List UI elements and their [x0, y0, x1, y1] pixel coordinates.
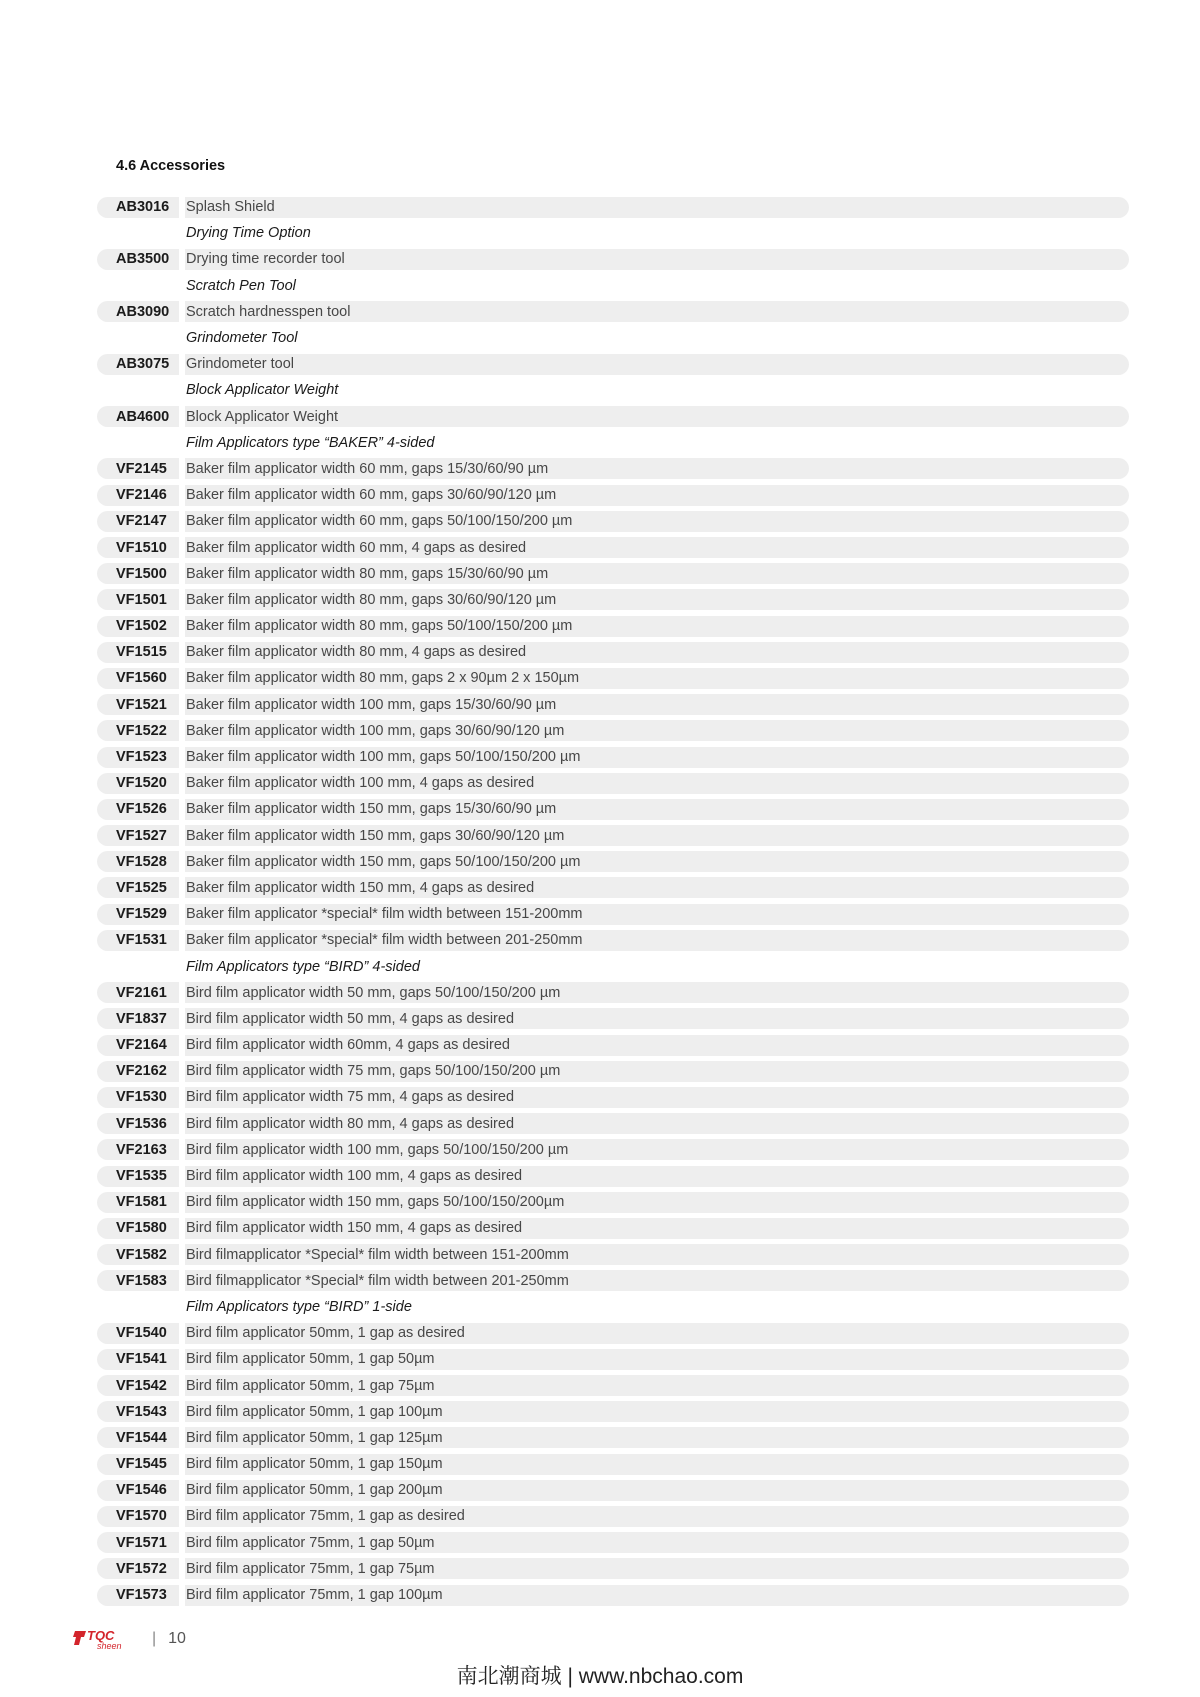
article-code: VF1581 [97, 1192, 179, 1213]
table-row [97, 1503, 1129, 1529]
article-description: Baker film applicator width 60 mm, gaps 50/100/150/200 µm [185, 511, 1129, 532]
category-title: Film Applicators type “BAKER” 4-sided [186, 434, 435, 451]
table-row [97, 718, 1129, 744]
category-title: Block Applicator Weight [186, 382, 339, 399]
table-row [97, 796, 1129, 822]
article-code: VF1515 [97, 642, 179, 663]
table-row [97, 404, 1129, 430]
article-code: VF1546 [97, 1480, 179, 1501]
logo-text: TQC [87, 1628, 115, 1643]
category-header-row [97, 430, 1129, 456]
category-title: Film Applicators type “BIRD” 1-side [186, 1298, 412, 1315]
article-code: VF1510 [97, 537, 179, 558]
article-description: Bird film applicator width 75 mm, gaps 50/100/150/200 µm [185, 1061, 1129, 1082]
category-title: Grindometer Tool [186, 330, 298, 347]
article-description: Baker film applicator *special* film width between 201-250mm [185, 930, 1129, 951]
article-description: Baker film applicator width 80 mm, gaps 50/100/150/200 µm [185, 616, 1129, 637]
article-code: VF1583 [97, 1270, 179, 1291]
article-description: Bird film applicator width 150 mm, 4 gaps as desired [185, 1218, 1129, 1239]
article-description: Block Applicator Weight [185, 406, 1129, 427]
article-description: Baker film applicator width 80 mm, gaps 2 x 90µm 2 x 150µm [185, 668, 1129, 689]
table-row [97, 1399, 1129, 1425]
table-row [97, 1268, 1129, 1294]
table-row [97, 613, 1129, 639]
footer-separator: | [152, 1630, 157, 1647]
table-row [97, 1530, 1129, 1556]
table-row [97, 1346, 1129, 1372]
article-description: Bird film applicator 75mm, 1 gap 100µm [185, 1585, 1129, 1606]
article-code: VF2147 [97, 511, 179, 532]
tqc-sheen-logo [72, 1626, 138, 1652]
table-row [97, 1242, 1129, 1268]
article-description: Bird film applicator 50mm, 1 gap 150µm [185, 1454, 1129, 1475]
table-row [97, 823, 1129, 849]
article-description: Bird film applicator width 60mm, 4 gaps as desired [185, 1035, 1129, 1056]
article-code: VF1501 [97, 589, 179, 610]
page-footer [72, 1626, 186, 1652]
article-description: Bird film applicator width 150 mm, gaps 50/100/150/200µm [185, 1192, 1129, 1213]
section-title: 4.6 Accessories [116, 158, 226, 174]
article-code: VF1528 [97, 851, 179, 872]
article-description: Baker film applicator width 60 mm, 4 gaps as desired [185, 537, 1129, 558]
article-code: VF1536 [97, 1113, 179, 1134]
article-description: Baker film applicator width 150 mm, gaps 50/100/150/200 µm [185, 851, 1129, 872]
table-row [97, 1451, 1129, 1477]
article-description: Grindometer tool [185, 354, 1129, 375]
table-row [97, 770, 1129, 796]
table-row [97, 849, 1129, 875]
category-title: Film Applicators type “BIRD” 4-sided [186, 958, 420, 975]
table-row [97, 482, 1129, 508]
article-description: Baker film applicator width 100 mm, gaps 15/30/60/90 µm [185, 694, 1129, 715]
article-description: Baker film applicator width 100 mm, gaps 50/100/150/200 µm [185, 747, 1129, 768]
table-row [97, 246, 1129, 272]
article-code: VF1571 [97, 1532, 179, 1553]
article-code [97, 432, 179, 453]
article-description: Baker film applicator width 80 mm, gaps 15/30/60/90 µm [185, 563, 1129, 584]
article-description: Baker film applicator width 80 mm, gaps 30/60/90/120 µm [185, 589, 1129, 610]
article-code: VF1544 [97, 1427, 179, 1448]
table-row [97, 1320, 1129, 1346]
category-header-row [97, 1294, 1129, 1320]
article-code: VF2162 [97, 1061, 179, 1082]
article-code: VF2146 [97, 485, 179, 506]
article-code: AB3016 [97, 197, 179, 218]
article-description: Bird film applicator width 50 mm, 4 gaps as desired [185, 1008, 1129, 1029]
article-description: Bird filmapplicator *Special* film width between 201-250mm [185, 1270, 1129, 1291]
table-row [97, 1582, 1129, 1608]
article-description: Baker film applicator width 60 mm, gaps 15/30/60/90 µm [185, 458, 1129, 479]
table-row [97, 1556, 1129, 1582]
table-row [97, 692, 1129, 718]
article-code: VF1535 [97, 1166, 179, 1187]
article-description: Bird film applicator 75mm, 1 gap 75µm [185, 1558, 1129, 1579]
article-code: VF1526 [97, 799, 179, 820]
table-row [97, 351, 1129, 377]
table-row [97, 1425, 1129, 1451]
article-code: AB3500 [97, 249, 179, 270]
article-code: VF1531 [97, 930, 179, 951]
article-code [97, 275, 179, 296]
article-code: VF1572 [97, 1558, 179, 1579]
article-code: VF1523 [97, 747, 179, 768]
article-code: VF1580 [97, 1218, 179, 1239]
article-code: VF1540 [97, 1323, 179, 1344]
article-code: AB3075 [97, 354, 179, 375]
article-code: VF1560 [97, 668, 179, 689]
article-description: Baker film applicator width 60 mm, gaps 30/60/90/120 µm [185, 485, 1129, 506]
article-description: Bird film applicator width 100 mm, gaps 50/100/150/200 µm [185, 1139, 1129, 1160]
article-description: Baker film applicator width 80 mm, 4 gaps as desired [185, 642, 1129, 663]
category-title: Drying Time Option [186, 225, 311, 242]
page-number: 10 [168, 1630, 186, 1647]
category-title: Scratch Pen Tool [186, 277, 296, 294]
article-description: Baker film applicator width 100 mm, gaps 30/60/90/120 µm [185, 720, 1129, 741]
table-row [97, 561, 1129, 587]
table-row [97, 1163, 1129, 1189]
article-description: Bird film applicator 50mm, 1 gap 100µm [185, 1401, 1129, 1422]
article-code: VF1520 [97, 773, 179, 794]
article-code: VF1542 [97, 1375, 179, 1396]
article-description: Bird film applicator width 50 mm, gaps 50/100/150/200 µm [185, 982, 1129, 1003]
table-row [97, 194, 1129, 220]
logo-subtext: sheen [97, 1641, 122, 1651]
category-header-row [97, 220, 1129, 246]
category-header-row [97, 325, 1129, 351]
table-row [97, 744, 1129, 770]
table-row [97, 927, 1129, 953]
article-code: VF1545 [97, 1454, 179, 1475]
article-code: VF1837 [97, 1008, 179, 1029]
article-code: AB3090 [97, 301, 179, 322]
article-description: Baker film applicator width 100 mm, 4 gaps as desired [185, 773, 1129, 794]
article-description: Baker film applicator width 150 mm, gaps 15/30/60/90 µm [185, 799, 1129, 820]
table-row [97, 1111, 1129, 1137]
article-description: Scratch hardnesspen tool [185, 301, 1129, 322]
table-row [97, 639, 1129, 665]
article-description: Bird film applicator 50mm, 1 gap 125µm [185, 1427, 1129, 1448]
table-row [97, 665, 1129, 691]
table-row [97, 1189, 1129, 1215]
article-description: Bird filmapplicator *Special* film width between 151-200mm [185, 1244, 1129, 1265]
table-row [97, 1084, 1129, 1110]
table-row [97, 456, 1129, 482]
table-row [97, 980, 1129, 1006]
table-row [97, 1058, 1129, 1084]
table-row [97, 1032, 1129, 1058]
article-code: VF1500 [97, 563, 179, 584]
table-row [97, 299, 1129, 325]
table-row [97, 1372, 1129, 1398]
article-description: Bird film applicator 50mm, 1 gap as desired [185, 1323, 1129, 1344]
article-description: Bird film applicator width 75 mm, 4 gaps as desired [185, 1087, 1129, 1108]
table-row [97, 534, 1129, 560]
table-row [97, 1006, 1129, 1032]
article-code [97, 223, 179, 244]
article-code [97, 328, 179, 349]
article-code: VF2145 [97, 458, 179, 479]
article-code [97, 380, 179, 401]
table-row [97, 901, 1129, 927]
article-code: AB4600 [97, 406, 179, 427]
article-code [97, 1296, 179, 1317]
accessories-table [97, 194, 1129, 1608]
article-code: VF2161 [97, 982, 179, 1003]
article-code: VF1573 [97, 1585, 179, 1606]
article-description: Baker film applicator *special* film width between 151-200mm [185, 904, 1129, 925]
article-code: VF1570 [97, 1506, 179, 1527]
category-header-row [97, 273, 1129, 299]
article-code [97, 956, 179, 977]
table-row [97, 508, 1129, 534]
article-code: VF1502 [97, 616, 179, 637]
logo-mark-icon [72, 1626, 138, 1652]
category-header-row [97, 377, 1129, 403]
table-row [97, 1137, 1129, 1163]
article-code: VF1582 [97, 1244, 179, 1265]
article-description: Bird film applicator 50mm, 1 gap 200µm [185, 1480, 1129, 1501]
article-code: VF1530 [97, 1087, 179, 1108]
article-description: Baker film applicator width 150 mm, 4 gaps as desired [185, 877, 1129, 898]
article-code: VF1529 [97, 904, 179, 925]
article-description: Drying time recorder tool [185, 249, 1129, 270]
table-row [97, 1477, 1129, 1503]
table-row [97, 587, 1129, 613]
table-row [97, 1215, 1129, 1241]
article-code: VF1541 [97, 1349, 179, 1370]
article-code: VF2164 [97, 1035, 179, 1056]
watermark: 南北潮商城 | www.nbchao.com [456, 1665, 744, 1688]
article-description: Bird film applicator 75mm, 1 gap as desired [185, 1506, 1129, 1527]
article-code: VF1543 [97, 1401, 179, 1422]
article-description: Bird film applicator 50mm, 1 gap 75µm [185, 1375, 1129, 1396]
article-code: VF1525 [97, 877, 179, 898]
table-row [97, 875, 1129, 901]
article-code: VF1527 [97, 825, 179, 846]
article-code: VF1522 [97, 720, 179, 741]
article-description: Bird film applicator 75mm, 1 gap 50µm [185, 1532, 1129, 1553]
article-description: Bird film applicator 50mm, 1 gap 50µm [185, 1349, 1129, 1370]
article-description: Baker film applicator width 150 mm, gaps 30/60/90/120 µm [185, 825, 1129, 846]
article-description: Splash Shield [185, 197, 1129, 218]
article-description: Bird film applicator width 80 mm, 4 gaps as desired [185, 1113, 1129, 1134]
article-description: Bird film applicator width 100 mm, 4 gaps as desired [185, 1166, 1129, 1187]
article-code: VF2163 [97, 1139, 179, 1160]
category-header-row [97, 953, 1129, 979]
article-code: VF1521 [97, 694, 179, 715]
